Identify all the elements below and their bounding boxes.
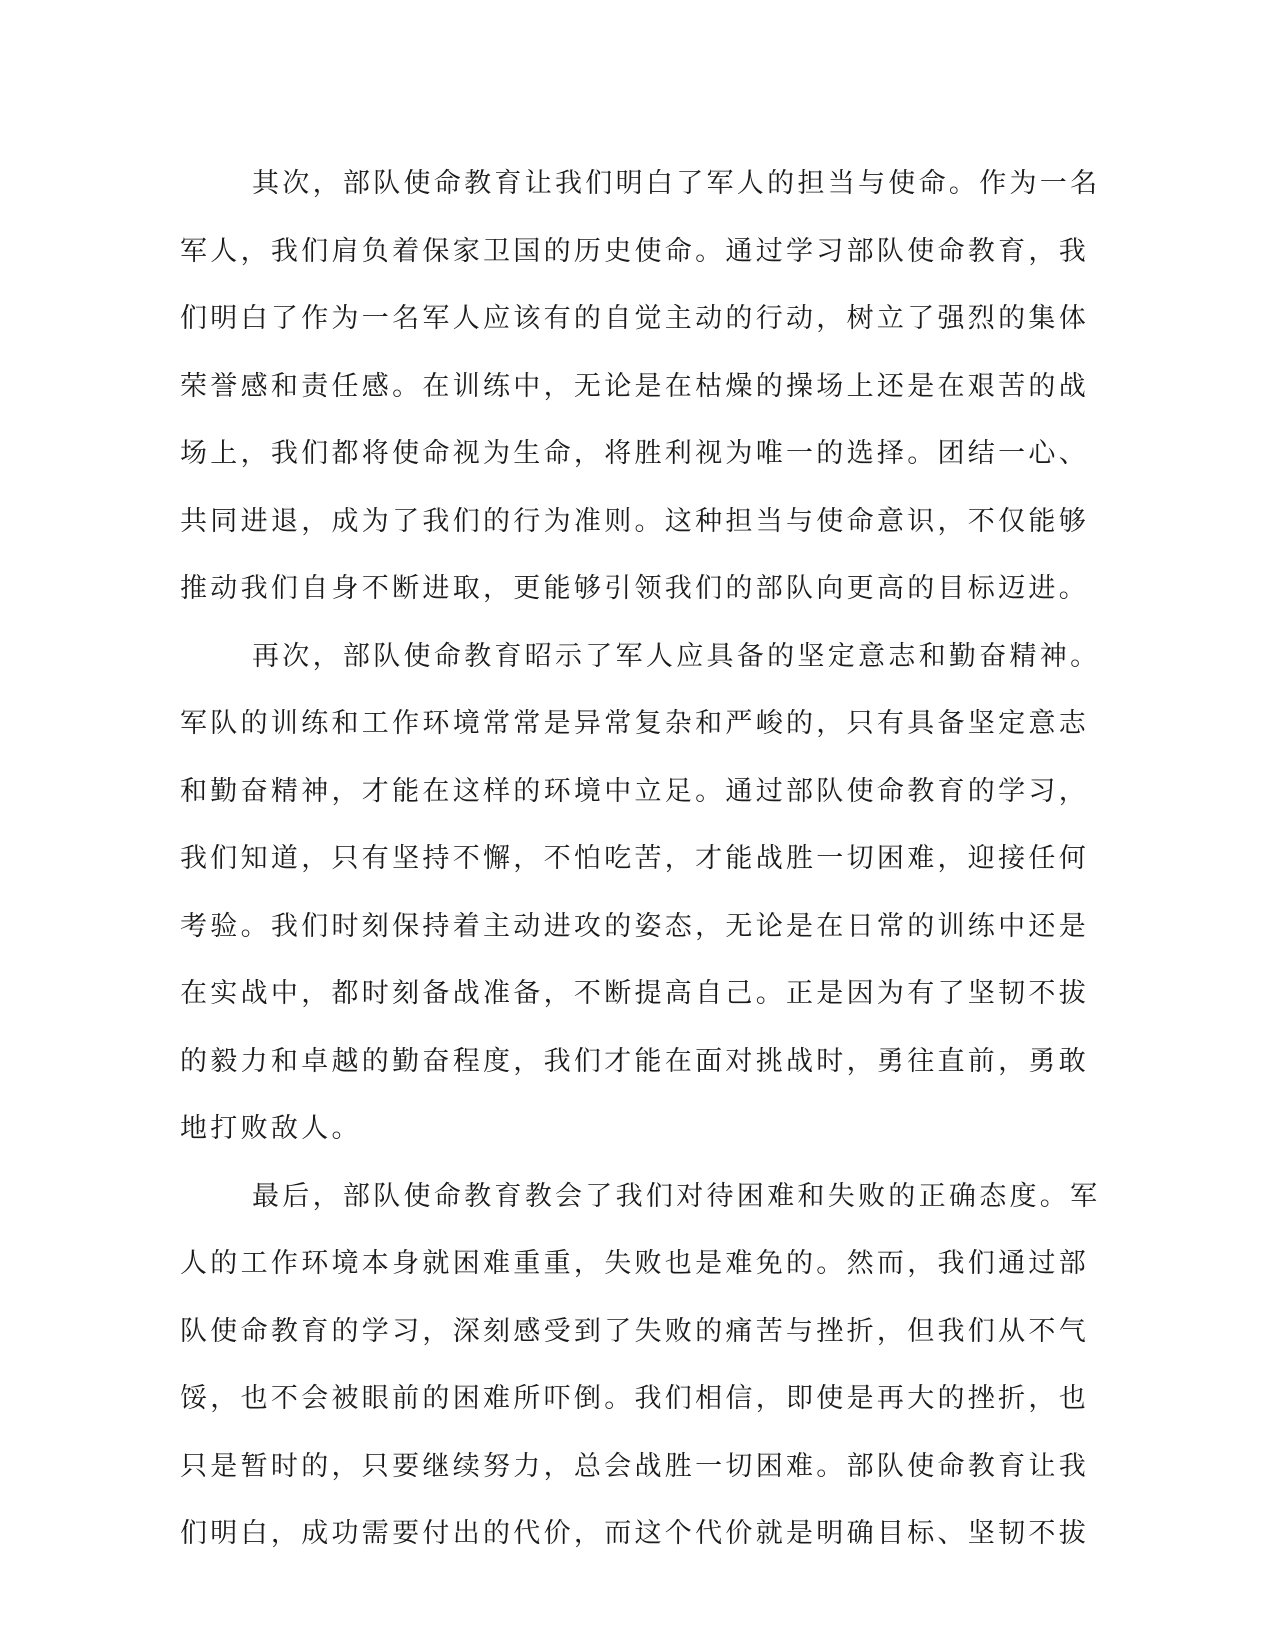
text-line: 其次，部队使命教育让我们明白了军人的担当与使命。作为一名 [252, 168, 1101, 199]
text-line: 的毅力和卓越的勤奋程度，我们才能在面对挑战时，勇往直前，勇敢 [180, 1045, 1089, 1077]
text-line: 最后，部队使命教育教会了我们对待困难和失败的正确态度。军 [252, 1180, 1101, 1212]
text-line: 在实战中，都时刻备战准备，不断提高自己。正是因为有了坚韧不拔 [180, 978, 1089, 1009]
text-line: 队使命教育的学习，深刻感受到了失败的痛苦与挫折，但我们从不气 [180, 1315, 1089, 1347]
text-line: 军人，我们肩负着保家卫国的历史使命。通过学习部队使命教育，我 [180, 235, 1089, 267]
text-line: 荣誉感和责任感。在训练中，无论是在枯燥的操场上还是在艰苦的战 [180, 370, 1089, 402]
text-line: 和勤奋精神，才能在这样的环境中立足。通过部队使命教育的学习， [180, 775, 1089, 807]
text-line: 推动我们自身不断进取，更能够引领我们的部队向更高的目标迈进。 [180, 573, 1089, 604]
text-line: 我们知道，只有坚持不懈，不怕吃苦，才能战胜一切困难，迎接任何 [180, 843, 1089, 874]
text-line: 们明白了作为一名军人应该有的自觉主动的行动，树立了强烈的集体 [180, 303, 1089, 334]
text-line: 只是暂时的，只要继续努力，总会战胜一切困难。部队使命教育让我 [180, 1450, 1089, 1482]
text-line: 地打败敌人。 [180, 1113, 362, 1144]
body-text [180, 158, 1101, 1576]
text-line: 人的工作环境本身就困难重重，失败也是难免的。然而，我们通过部 [180, 1248, 1089, 1279]
text-line: 再次，部队使命教育昭示了军人应具备的坚定意志和勤奋精神。 [252, 640, 1101, 672]
text-line: 共同进退，成为了我们的行为准则。这种担当与使命意识，不仅能够 [180, 505, 1089, 537]
text-line: 馁，也不会被眼前的困难所吓倒。我们相信，即使是再大的挫折，也 [180, 1383, 1089, 1414]
text-line: 场上，我们都将使命视为生命，将胜利视为唯一的选择。团结一心、 [180, 438, 1089, 469]
text-line: 们明白，成功需要付出的代价，而这个代价就是明确目标、坚韧不拔 [180, 1518, 1089, 1549]
text-line: 考验。我们时刻保持着主动进攻的姿态，无论是在日常的训练中还是 [180, 910, 1089, 942]
text-line: 军队的训练和工作环境常常是异常复杂和严峻的，只有具备坚定意志 [180, 708, 1089, 739]
